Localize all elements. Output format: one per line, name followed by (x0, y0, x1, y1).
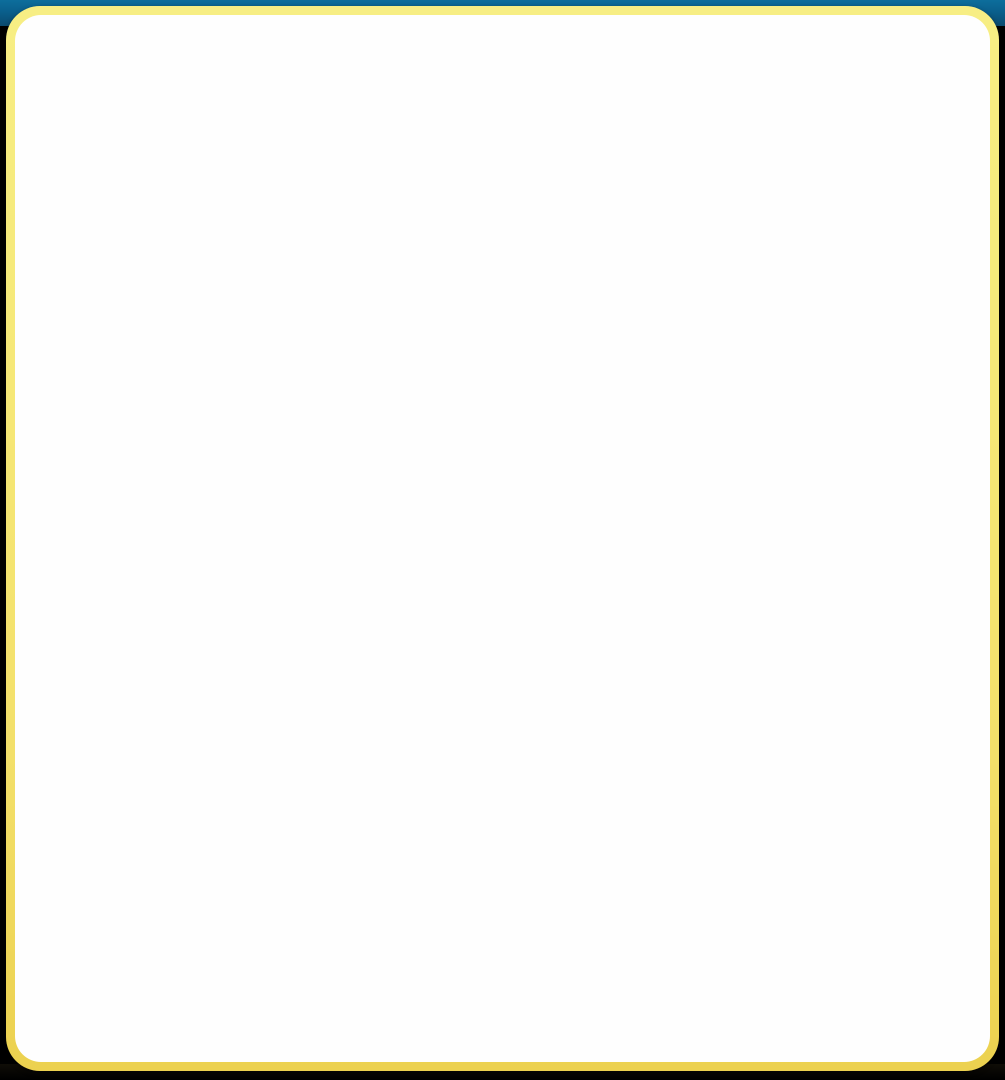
column-header-premio (39, 123, 167, 129)
winners-table (39, 123, 972, 129)
table-header-row (39, 123, 972, 129)
table-header (39, 123, 972, 129)
column-header-asociado (292, 123, 682, 129)
column-header-localidad (682, 123, 972, 129)
results-card (15, 15, 990, 1062)
winners-table-wrapper (15, 123, 990, 129)
column-header-numero (167, 123, 292, 129)
yellow-border-frame (6, 6, 999, 1071)
